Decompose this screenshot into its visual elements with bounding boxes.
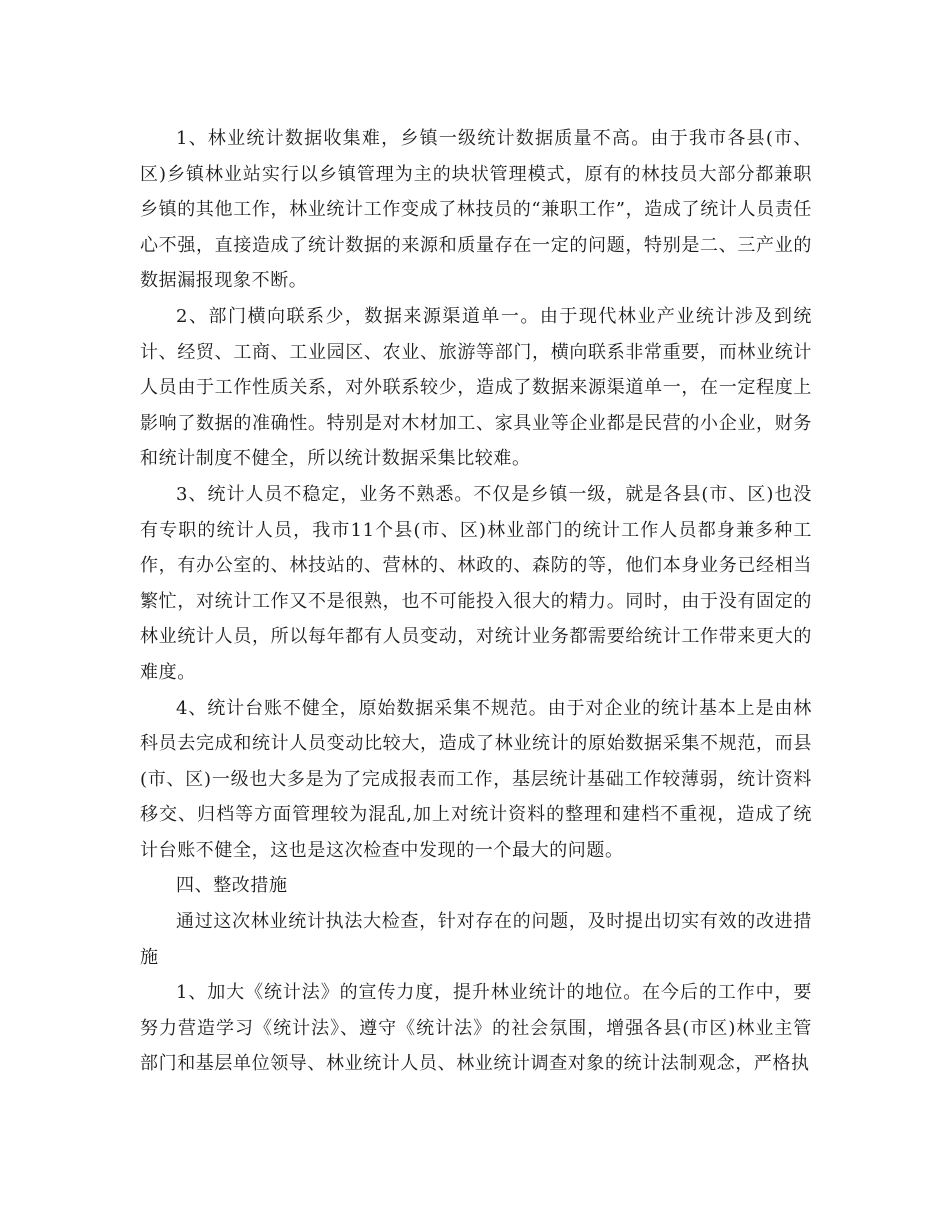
paragraph-issue-4: 4、统计台账不健全，原始数据采集不规范。由于对企业的统计基本上是由林科员去完成和统计人员变动比较大，造成了林业统计的原始数据采集不规范，而县(市、区)一级也大多是为了完成报表而工作，基层统计基础工作较薄弱，统计资料移交、归档等方面管理较为混乱,加上对统计资料的整理和建档不重视，造成了统计台账不健全，这也是这次检查中发现的一个最大的问题。 bbox=[140, 697, 812, 861]
section-heading-rectification: 四、整改措施 bbox=[176, 875, 288, 897]
paragraph-issue-3: 3、统计人员不稳定，业务不熟悉。不仅是乡镇一级，就是各县(市、区)也没有专职的统计人员，我市11个县(市、区)林业部门的统计工作人员都身兼多种工作，有办公室的、林技站的、营林的、林政的、森防的等，他们本身业务已经相当繁忙，对统计工作又不是很熟，也不可能投入很大的精力。同时，由于没有固定的林业统计人员，所以每年都有人员变动，对统计业务都需要给统计工作带来更大的难度。 bbox=[140, 483, 812, 683]
paragraph-issue-1: 1、林业统计数据收集难，乡镇一级统计数据质量不高。由于我市各县(市、区)乡镇林业站实行以乡镇管理为主的块状管理模式，原有的林技员大部分都兼职乡镇的其他工作，林业统计工作变成了林技员的“兼职工作”，造成了统计人员责任心不强，直接造成了统计数据的来源和质量存在一定的问题，特别是二、三产业的数据漏报现象不断。 bbox=[140, 128, 812, 292]
paragraph-measure-1: 1、加大《统计法》的宣传力度，提升林业统计的地位。在今后的工作中，要努力营造学习《统计法》、遵守《统计法》的社会氛围，增强各县(市区)林业主管部门和基层单位领导、林业统计人员、林业统计调查对象的统计法制观念，严格执 bbox=[140, 982, 812, 1075]
paragraph-intro-measures: 通过这次林业统计执法大检查，针对存在的问题，及时提出切实有效的改进措施 bbox=[140, 911, 812, 968]
paragraph-issue-2: 2、部门横向联系少，数据来源渠道单一。由于现代林业产业统计涉及到统计、经贸、工商、工业园区、农业、旅游等部门，横向联系非常重要，而林业统计人员由于工作性质关系，对外联系较少，造成了数据来源渠道单一，在一定程度上影响了数据的准确性。特别是对木材加工、家具业等企业都是民营的小企业，财务和统计制度不健全，所以统计数据采集比较难。 bbox=[140, 305, 812, 470]
document-body bbox=[140, 121, 812, 1082]
